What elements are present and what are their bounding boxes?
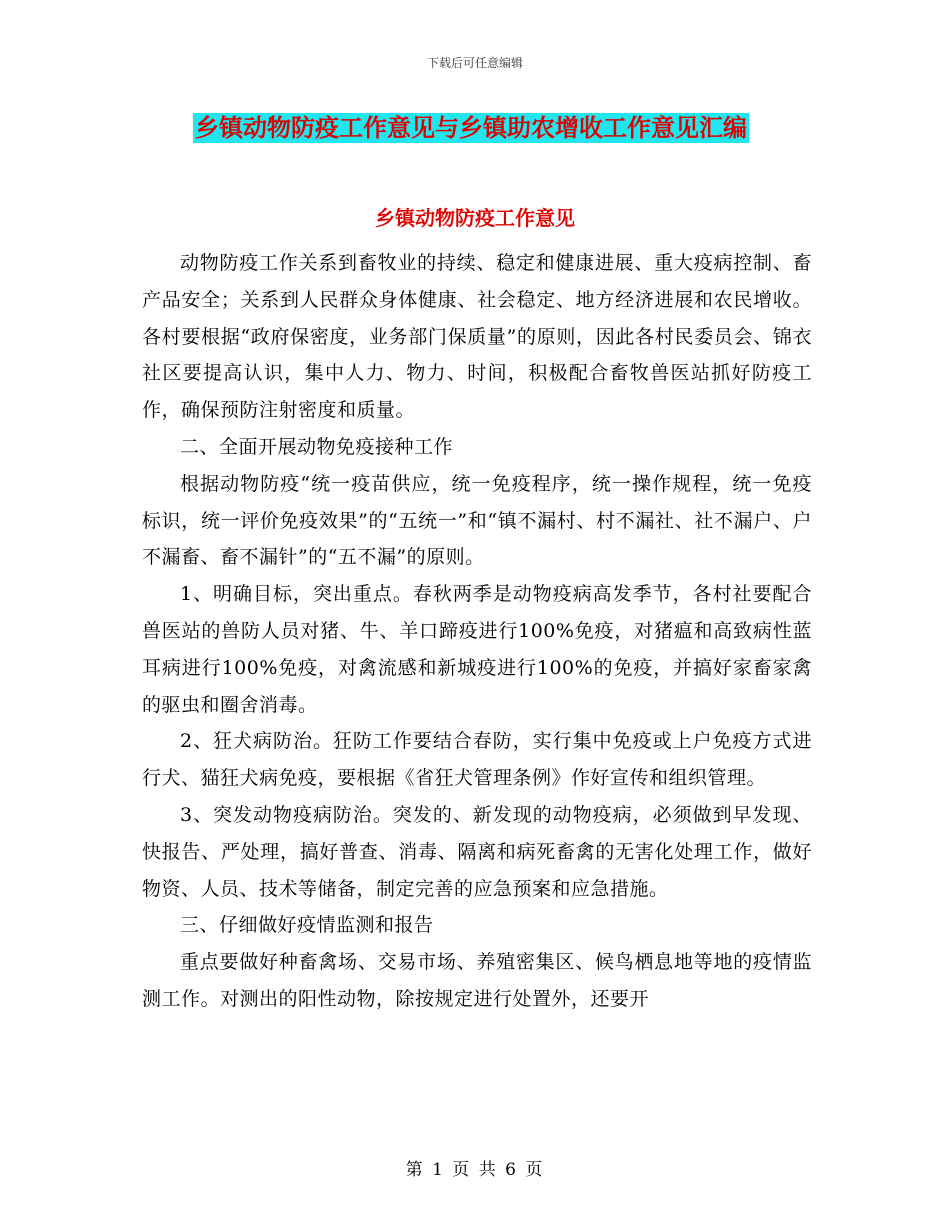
paragraph: 2、狂犬病防治。狂防工作要结合春防，实行集中免疫或上户免疫方式进行犬、猫狂犬病免疫，要根据《省狂犬管理条例》作好宣传和组织管理。: [142, 730, 812, 790]
paragraph: 动物防疫工作关系到畜牧业的持续、稳定和健康进展、重大疫病控制、畜产品安全；关系到人民群众身体健康、社会稳定、地方经济进展和农民增收。各村要根据“政府保密度，业务部门保质量”的原则，因此各村民委员会、锦衣社区要提高认识，集中人力、物力、时间，积极配合畜牧兽医站抓好防疫工作，确保预防注射密度和质量。: [142, 252, 812, 422]
header-note: 下载后可任意编辑: [426, 56, 523, 70]
paragraph: 3、突发动物疫病防治。突发的、新发现的动物疫病，必须做到早发现、快报告、严处理，搞好普查、消毒、隔离和病死畜禽的无害化处理工作，做好物资、人员、技术等储备，制定完善的应急预案和应急措施。: [142, 803, 812, 900]
paragraph: 二、全面开展动物免疫接种工作: [180, 435, 454, 458]
main-title: 乡镇动物防疫工作意见与乡镇助农增收工作意见汇编: [195, 114, 747, 142]
paragraph: 三、仔细做好疫情监测和报告: [180, 914, 434, 937]
page-footer: 第 1 页 共 6 页: [405, 1160, 545, 1180]
paragraph: 重点要做好种畜禽场、交易市场、养殖密集区、候鸟栖息地等地的疫情监测工作。对测出的阳性动物，除按规定进行处置外，还要开: [142, 951, 812, 1010]
section-title: 乡镇动物防疫工作意见: [375, 206, 575, 230]
body-text: [142, 245, 812, 1018]
paragraph: 根据动物防疫“统一疫苗供应，统一免疫程序，统一操作规程，统一免疫标识，统一评价免疫效果”的“五统一”和“镇不漏村、村不漏社、社不漏户、户不漏畜、畜不漏针”的“五不漏”的原则。: [142, 472, 812, 569]
paragraph: 1、明确目标，突出重点。春秋两季是动物疫病高发季节，各村社要配合兽医站的兽防人员对猪、牛、羊口蹄疫进行100%免疫，对猪瘟和高致病性蓝耳病进行100%免疫，对禽流感和新城疫进行100%的免疫，并搞好家畜家禽的驱虫和圈舍消毒。: [142, 583, 812, 716]
